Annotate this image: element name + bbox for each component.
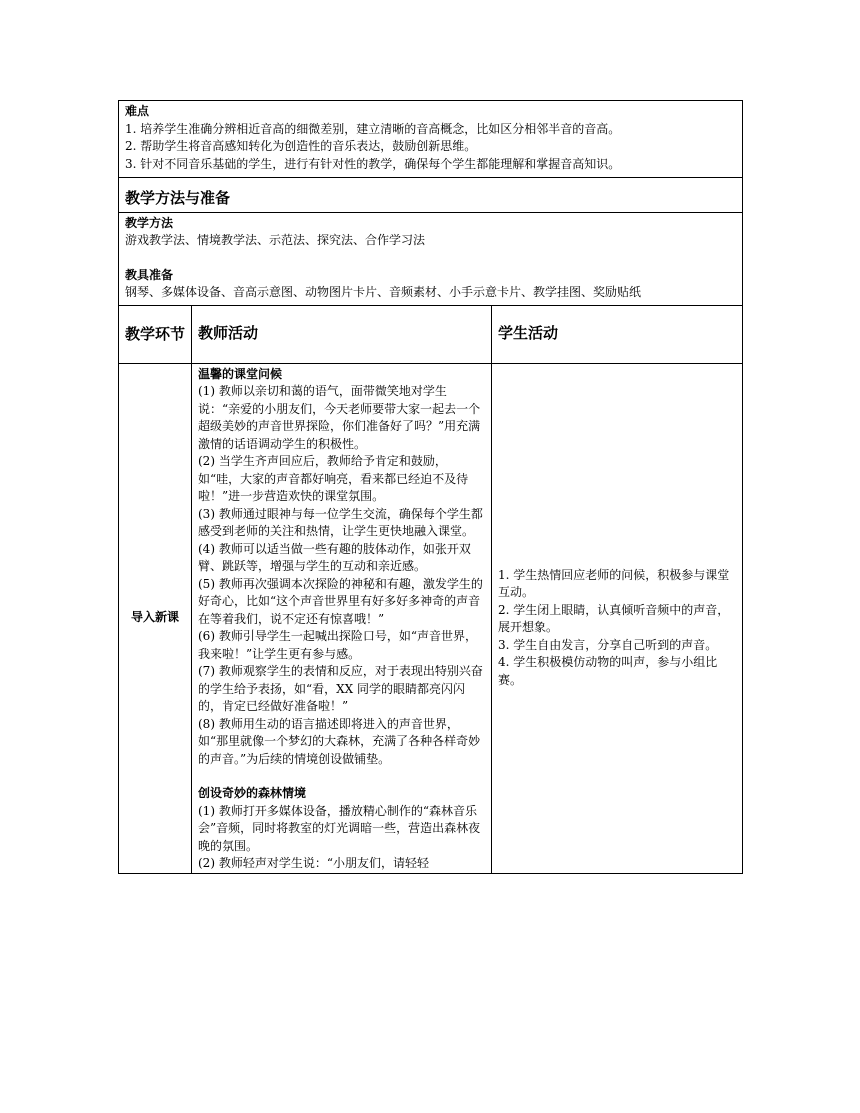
difficulty-item-2: 2. 帮助学生将音高感知转化为创造性的音乐表达，鼓励创新思维。 bbox=[125, 139, 477, 153]
teacher-part1-line-2: (2) 当学生齐声回应后，教师给予肯定和鼓励，如“哇，大家的声音都好响亮，看来都已经迫不及待啦！”进一步营造欢快的课堂氛围。 bbox=[198, 454, 469, 503]
teacher-part1-title: 温馨的课堂问候 bbox=[198, 366, 283, 381]
teacher-part1-line-6: (6) 教师引导学生一起喊出探险口号，如“声音世界，我来啦！”让学生更有参与感。 bbox=[198, 629, 477, 661]
teacher-part1-line-8: (8) 教师用生动的语言描述即将进入的声音世界，如“那里就像一个梦幻的大森林，充满了各种各样奇妙的声音。”为后续的情境创设做铺垫。 bbox=[198, 716, 481, 766]
teacher-part1-line-3: (3) 教师通过眼神与每一位学生交流，确保每个学生都感受到老师的关注和热情，让学生更快地融入课堂。 bbox=[198, 506, 483, 538]
student-activity-1: 1. 学生热情回应老师的问候，积极参与课堂互动。 bbox=[498, 567, 730, 600]
teacher-part1-line-4: (4) 教师可以适当做一些有趣的肢体动作，如张开双臂、跳跃等，增强与学生的互动和亲近感。 bbox=[198, 541, 471, 573]
stage-row bbox=[119, 363, 743, 873]
student-activity-4: 4. 学生积极模仿动物的叫声，参与小组比赛。 bbox=[498, 655, 718, 687]
teacher-part2-line-2: (2) 教师轻声对学生说：“小朋友们，请轻轻 bbox=[198, 856, 429, 870]
header-stage: 教学环节 bbox=[119, 305, 192, 363]
methods-cell bbox=[119, 212, 743, 305]
methods-text: 游戏教学法、情境教学法、示范法、探究法、合作学习法 bbox=[125, 233, 426, 247]
lesson-plan-page bbox=[118, 100, 742, 874]
teacher-part1-line-5: (5) 教师再次强调本次探险的神秘和有趣，激发学生的好奇心，比如“这个声音世界里有好多好多神奇的声音在等着我们，说不定还有惊喜哦！” bbox=[198, 576, 483, 626]
difficulty-item-3: 3. 针对不同音乐基础的学生，进行有针对性的教学，确保每个学生都能理解和掌握音高知识。 bbox=[125, 156, 621, 171]
student-activity-3: 3. 学生自由发言，分享自己听到的声音。 bbox=[498, 637, 718, 652]
spacer bbox=[125, 250, 736, 267]
student-activity-cell bbox=[492, 363, 743, 873]
lesson-plan-table bbox=[118, 100, 743, 874]
teacher-part1-line-1: (1) 教师以亲切和蔼的语气，面带微笑地对学生说：“亲爱的小朋友们，今天老师要带大家一起去一个超级美妙的声音世界探险，你们准备好了吗？”用充满激情的话语调动学生的积极性。 bbox=[198, 384, 481, 451]
difficulty-cell bbox=[119, 101, 743, 178]
stage-name: 导入新课 bbox=[119, 363, 192, 873]
teacher-activity-cell bbox=[192, 363, 492, 873]
tools-title: 教具准备 bbox=[125, 267, 174, 282]
methods-section-title: 教学方法与准备 bbox=[119, 178, 743, 213]
teacher-part1-line-7: (7) 教师观察学生的表情和反应，对于表现出特别兴奋的学生给予表扬，如“看，XX 同学的眼睛都亮闪闪的，肯定已经做好准备啦！” bbox=[198, 664, 483, 713]
student-activity-list bbox=[498, 547, 736, 690]
teacher-part2-title: 创设奇妙的森林情境 bbox=[198, 786, 307, 800]
methods-row bbox=[119, 212, 743, 305]
difficulty-title: 难点 bbox=[125, 104, 150, 118]
difficulty-item-1: 1. 培养学生准确分辨相近音高的细微差别，建立清晰的音高概念，比如区分相邻半音的音高。 bbox=[125, 121, 621, 136]
methods-title-row bbox=[119, 178, 743, 213]
teacher-part2-line-1: (1) 教师打开多媒体设备，播放精心制作的“森林音乐会”音频，同时将教室的灯光调暗一些，营造出森林夜晚的氛围。 bbox=[198, 803, 481, 853]
header-teacher: 教师活动 bbox=[192, 305, 492, 363]
table-header-row bbox=[119, 305, 743, 363]
difficulty-row bbox=[119, 101, 743, 178]
student-activity-2: 2. 学生闭上眼睛，认真倾听音频中的声音，展开想象。 bbox=[498, 602, 730, 635]
header-student: 学生活动 bbox=[492, 305, 743, 363]
spacer bbox=[198, 768, 485, 785]
tools-text: 钢琴、多媒体设备、音高示意图、动物图片卡片、音频素材、小手示意卡片、教学挂图、奖励贴纸 bbox=[125, 285, 642, 299]
methods-title: 教学方法 bbox=[125, 215, 174, 230]
